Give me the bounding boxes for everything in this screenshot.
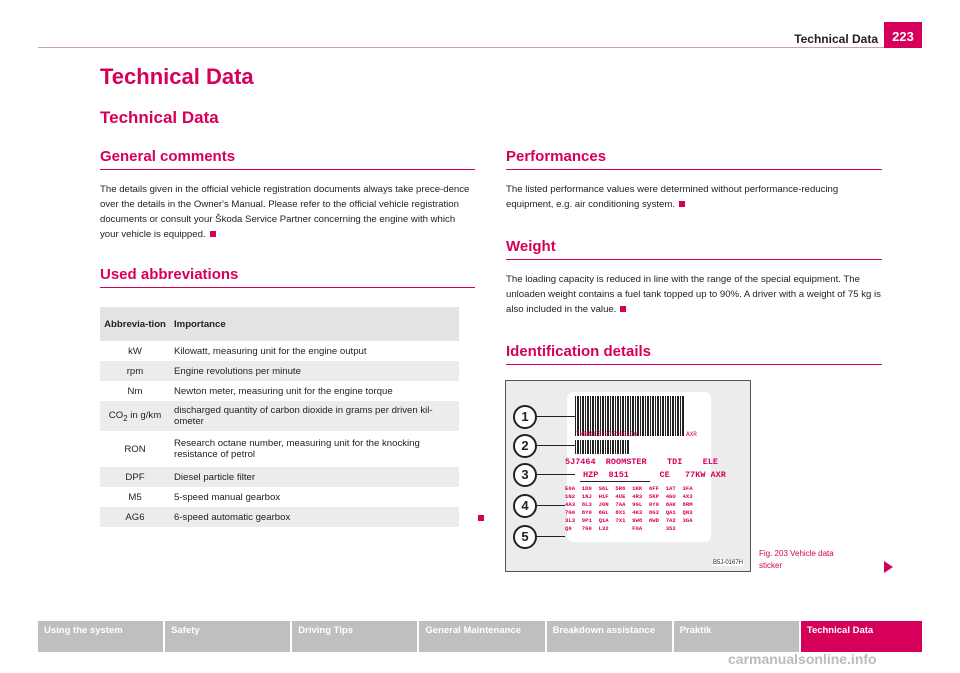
importance-cell: Kilowatt, measuring unit for the engine output [170, 341, 459, 361]
header-rule [38, 47, 922, 48]
sticker-engine-line: HZP 8151 CE 77KW AXR [583, 470, 726, 480]
used-abbreviations-heading: Used abbreviations [100, 266, 475, 288]
end-marker-icon [210, 231, 216, 237]
general-comments-heading: General comments [100, 148, 475, 170]
callout-4: 4 [513, 494, 537, 518]
callout-3: 3 [513, 463, 537, 487]
barcode-top [575, 396, 685, 416]
sticker-codes-line: Q0 7G0 L32 F0A 352 [565, 525, 676, 532]
callout-leader [537, 474, 575, 475]
sticker-codes-line: 7G0 8Y0 6GL 8X1 4K3 8G3 QA1 QN3 [565, 509, 693, 516]
abbreviation-cell: AG6 [100, 507, 170, 527]
sticker-rule [580, 481, 650, 482]
table-row [100, 361, 459, 381]
importance-column-header: Importance [170, 307, 459, 341]
abbreviations-table [100, 307, 459, 527]
sticker-codes-line: 3L3 9P1 Q1A 7X1 9W8 8WD 7A2 3GA [565, 517, 693, 524]
footer-nav [38, 621, 922, 652]
end-marker-icon [620, 306, 626, 312]
callout-leader [537, 416, 575, 417]
table-row [100, 401, 459, 431]
abbreviation-cell: $CO_2$ in g/km [100, 401, 170, 431]
tab-using-the-system[interactable]: Using the system [38, 621, 163, 652]
importance-cell: discharged quantity of carbon dioxide in grams per driven kil-ometer [170, 401, 459, 431]
importance-cell: Diesel particle filter [170, 467, 459, 487]
tab-general-maintenance[interactable]: General Maintenance [419, 621, 544, 652]
figure-code: B5J-0167H [713, 560, 744, 566]
barcode-bottom [575, 440, 630, 454]
tab-breakdown-assistance[interactable]: Breakdown assistance [547, 621, 672, 652]
general-comments-text: The details given in the official vehicle registration documents always take prece-dence over the details in the Owner's Manual. Please refer to the official vehicle registration documents or consult your Škoda Service Partner concerning the engine with which your vehicle is equipped. [100, 184, 470, 240]
tab-praktik[interactable]: Praktik [674, 621, 799, 652]
page-number: 223 [884, 22, 922, 48]
table-row [100, 487, 459, 507]
tab-safety[interactable]: Safety [165, 621, 290, 652]
identification-heading: Identification details [506, 343, 882, 365]
performances-text: The listed performance values were determined without performance-reducing equipment, e.g. air conditioning system. [506, 184, 839, 210]
callout-1: 1 [513, 405, 537, 429]
table-header-row [100, 307, 459, 341]
callout-leader [537, 445, 575, 446]
end-marker-icon [478, 515, 484, 521]
abbreviation-cell: DPF [100, 467, 170, 487]
sticker-codes-line: 4A3 8L3 J0N 7AA 9GL 0Y0 8AK 8RM [565, 501, 693, 508]
running-header-title: Technical Data [794, 32, 878, 46]
sticker-axr: AXR [686, 431, 697, 438]
next-page-arrow-icon[interactable] [884, 561, 893, 573]
tab-technical-data[interactable]: Technical Data [801, 621, 922, 652]
weight-heading: Weight [506, 238, 882, 260]
tab-driving-tips[interactable]: Driving Tips [292, 621, 417, 652]
sticker-codes-line: 1N2 1NJ H1F 4UE 4R3 5KP 4GU 4X3 [565, 493, 693, 500]
callout-leader [537, 536, 565, 537]
importance-cell: Engine revolutions per minute [170, 361, 459, 381]
abbreviation-cell: M5 [100, 487, 170, 507]
table-row [100, 341, 459, 361]
abbreviation-column-header: Abbrevia-tion [100, 307, 170, 341]
sticker-model-line: 5J7464 ROOMSTER TDI ELE [565, 457, 719, 467]
sticker-serial: TMBMGE5J375300136 [576, 431, 638, 438]
table-row [100, 381, 459, 401]
performances-heading: Performances [506, 148, 882, 170]
table-row [100, 431, 459, 467]
importance-cell: Newton meter, measuring unit for the engine torque [170, 381, 459, 401]
abbreviation-cell: RON [100, 431, 170, 467]
watermark: carmanualsonline.info [728, 651, 877, 667]
page-title: Technical Data [100, 64, 254, 89]
abbreviation-cell: kW [100, 341, 170, 361]
importance-cell: 5-speed manual gearbox [170, 487, 459, 507]
end-marker-icon [679, 201, 685, 207]
abbreviation-cell: Nm [100, 381, 170, 401]
callout-2: 2 [513, 434, 537, 458]
abbreviation-cell: rpm [100, 361, 170, 381]
sticker-codes-line: E0A 1D0 S6L 5R6 1KK 6FF 1AT 3FA [565, 485, 693, 492]
importance-cell: 6-speed automatic gearbox [170, 507, 459, 527]
importance-cell: Research octane number, measuring unit for the knocking resistance of petrol [170, 431, 459, 467]
callout-5: 5 [513, 525, 537, 549]
table-row [100, 467, 459, 487]
page-subtitle: Technical Data [100, 108, 219, 127]
figure-caption: Fig. 203 Vehicle data sticker [759, 549, 834, 570]
weight-text: The loading capacity is reduced in line with the range of the special equipment. The unloaden weight contains a fuel tank topped up to 90%. A driver with a weight of 75 kg is also included in the value. [506, 274, 881, 315]
table-row [100, 507, 459, 527]
callout-leader [537, 505, 565, 506]
